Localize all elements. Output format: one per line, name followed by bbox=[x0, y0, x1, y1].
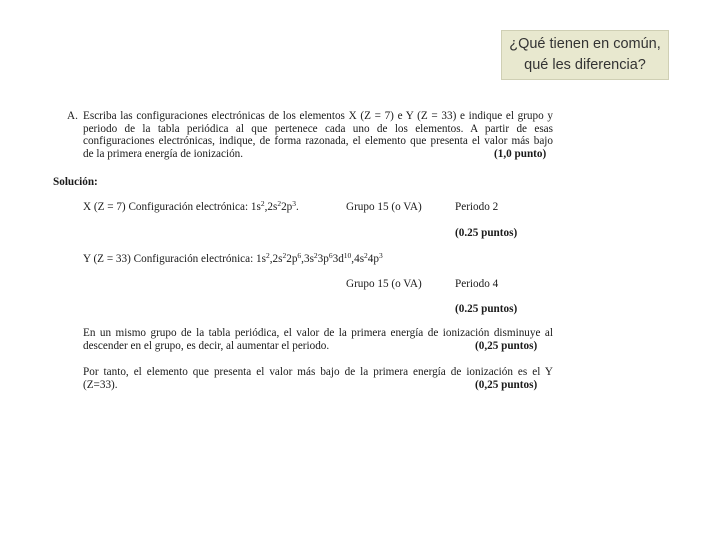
y-config-value: $1s^2,2s^22p^6,3s^23p^63d^{10},4s^24p^3$ bbox=[256, 251, 383, 265]
x-period: Periodo 2 bbox=[455, 201, 499, 213]
x-config-label: X (Z = 7) Configuración electrónica: bbox=[83, 201, 249, 213]
para1-line-2: descender en el grupo, es decir, al aumentar el periodo. bbox=[83, 339, 330, 352]
question-text bbox=[83, 110, 553, 160]
para1-line-1: En un mismo grupo de la tabla periódica, el valor de la primera energía de ionización disminuye al bbox=[83, 327, 553, 339]
y-config-label: Y (Z = 33) Configuración electrónica: bbox=[83, 253, 254, 265]
para2-points: (0,25 puntos) bbox=[475, 379, 538, 391]
question-points: (1,0 punto) bbox=[494, 148, 547, 160]
x-points: (0.25 puntos) bbox=[455, 227, 518, 239]
callout-line-2: qué les diferencia? bbox=[524, 57, 646, 73]
callout-line-1: ¿Qué tienen en común, bbox=[509, 36, 661, 52]
para2-line-2: (Z=33). bbox=[83, 378, 118, 391]
y-period: Periodo 4 bbox=[455, 278, 499, 290]
y-points: (0.25 puntos) bbox=[455, 303, 518, 315]
y-group: Grupo 15 (o VA) bbox=[346, 278, 422, 290]
question-line-4: de la primera energía de ionización. bbox=[83, 147, 244, 160]
question-line-3: configuraciones electrónicas, indique, de forma razonada, el elemento que presenta el valor más bajo bbox=[83, 135, 553, 148]
solution-heading: Solución: bbox=[53, 176, 98, 188]
x-config-line bbox=[83, 201, 299, 214]
question-marker: A. bbox=[67, 110, 78, 122]
x-group: Grupo 15 (o VA) bbox=[346, 201, 422, 213]
y-config-line bbox=[83, 253, 383, 266]
question-line-2: periodo de la tabla periódica al que pertenece cada uno de los elementos. A partir de esas bbox=[83, 122, 553, 135]
para1-points: (0,25 puntos) bbox=[475, 340, 538, 352]
question-line-1: Escriba las configuraciones electrónicas de los elementos X (Z = 7) e Y (Z = 33) e indique el grupo y bbox=[83, 110, 553, 122]
para2-line-1: Por tanto, el elemento que presenta el valor más bajo de la primera energía de ionización es el Y bbox=[83, 366, 553, 378]
x-config-value: $1s^2,2s^22p^3$. bbox=[250, 199, 299, 213]
